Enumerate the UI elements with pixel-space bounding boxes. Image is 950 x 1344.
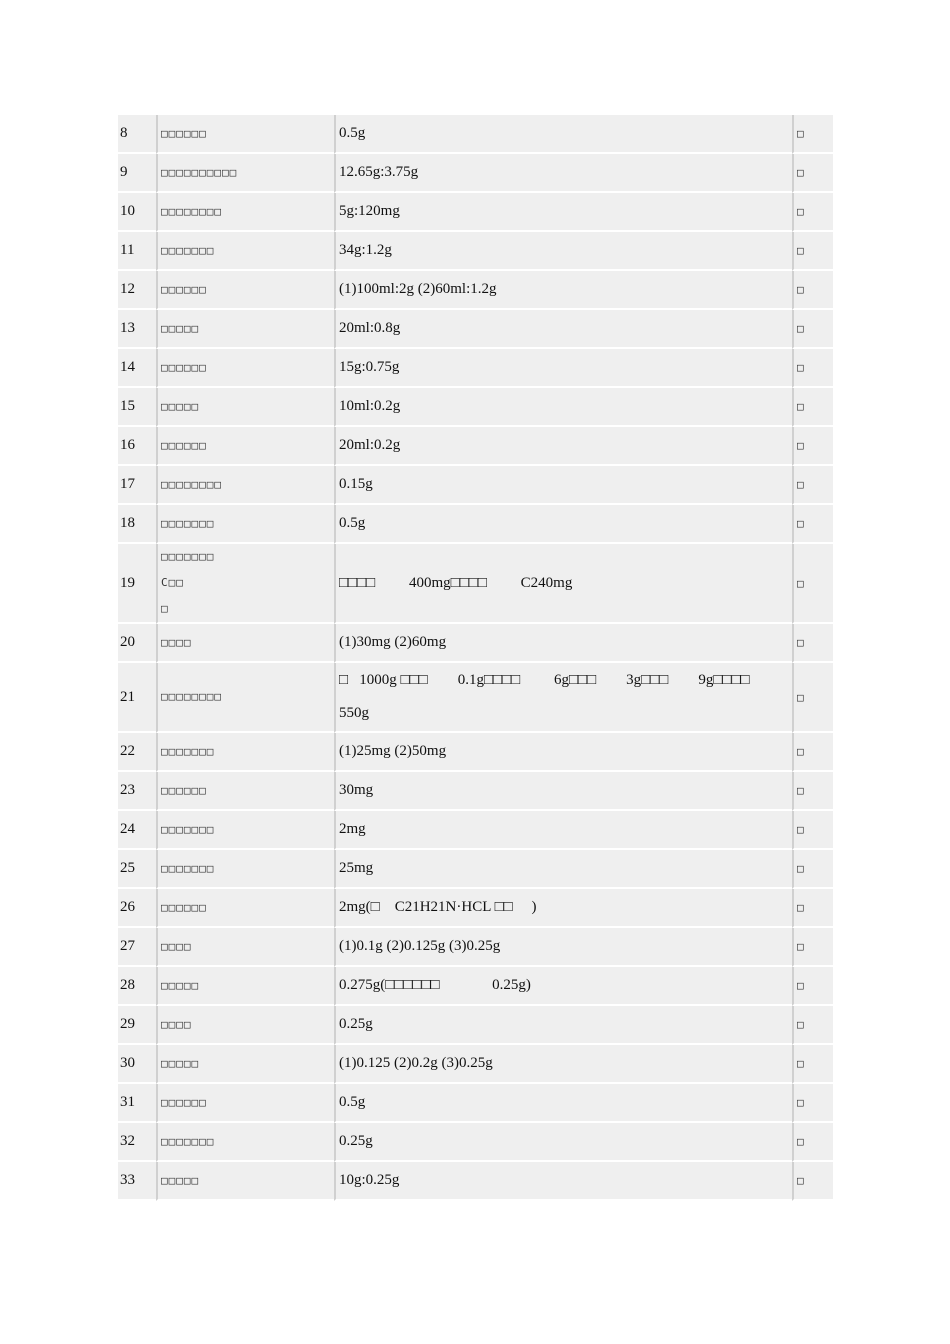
- drug-name: □□□□□□□□: [161, 204, 222, 218]
- specification: 12.65g:3.75g: [339, 164, 419, 180]
- drug-name-cell: [156, 232, 334, 271]
- row-number: 15: [118, 388, 156, 427]
- drug-name-cell: [156, 772, 334, 811]
- specification-cell: [334, 1162, 792, 1201]
- category-mark-cell: [792, 889, 833, 928]
- category-mark-cell: [792, 115, 833, 154]
- drug-name: □□□□□: [161, 1056, 200, 1070]
- drug-name-cell: [156, 388, 334, 427]
- category-mark-cell: [792, 1123, 833, 1162]
- category-mark: □: [797, 1135, 804, 1148]
- table-row: [118, 193, 833, 232]
- table-row: [118, 1123, 833, 1162]
- drug-name: □□□□□□□□: [161, 477, 222, 491]
- drug-name: □□□□□□: [161, 438, 207, 452]
- table-row: [118, 733, 833, 772]
- drug-name: □□□□□□: [161, 783, 207, 797]
- specification-cell: [334, 811, 792, 850]
- specification: (1)25mg (2)50mg: [339, 743, 447, 759]
- specification-cell: [334, 1045, 792, 1084]
- row-number: 11: [118, 232, 156, 271]
- drug-name: □□□□□□□: [161, 516, 215, 530]
- category-mark-cell: [792, 967, 833, 1006]
- category-mark: □: [797, 244, 804, 257]
- category-mark: □: [797, 690, 804, 704]
- specification: (1)100ml:2g (2)60ml:1.2g: [339, 281, 497, 297]
- drug-name: □□□□□□□: [161, 243, 215, 257]
- table-row: [118, 154, 833, 193]
- category-mark: □: [797, 576, 804, 590]
- specification: □□□□ 400mg□□□□ C240mg: [339, 574, 573, 591]
- row-number: 33: [118, 1162, 156, 1201]
- specification-cell: [334, 466, 792, 505]
- category-mark-cell: [792, 310, 833, 349]
- category-mark-cell: [792, 850, 833, 889]
- row-number: 20: [118, 624, 156, 663]
- drug-name: □□□□□: [161, 978, 200, 992]
- specification: 0.5g: [339, 1094, 366, 1110]
- specification: 5g:120mg: [339, 203, 400, 219]
- row-number: 14: [118, 349, 156, 388]
- drug-name: □□□□□□: [161, 126, 207, 140]
- drug-name-cell: [156, 115, 334, 154]
- drug-name-cell: [156, 624, 334, 663]
- specification-cell: [334, 310, 792, 349]
- drug-name-cell: [156, 663, 334, 733]
- specification: 15g:0.75g: [339, 359, 400, 375]
- specification: 0.5g: [339, 515, 366, 531]
- specification: 2mg: [339, 821, 366, 837]
- category-mark: □: [797, 823, 804, 836]
- category-mark-cell: [792, 811, 833, 850]
- category-mark: □: [797, 1018, 804, 1031]
- row-number: 28: [118, 967, 156, 1006]
- specification-cell: [334, 115, 792, 154]
- table-row: [118, 466, 833, 505]
- specification-cell: [334, 154, 792, 193]
- category-mark: □: [797, 979, 804, 992]
- table-row: [118, 505, 833, 544]
- specification: 0.15g: [339, 476, 373, 492]
- table-row: [118, 928, 833, 967]
- table-row: [118, 889, 833, 928]
- specification-cell: [334, 967, 792, 1006]
- drug-name-cell: [156, 1123, 334, 1162]
- drug-name-cell: [156, 505, 334, 544]
- drug-name-cell: [156, 349, 334, 388]
- drug-name: □□□□□: [161, 1173, 200, 1187]
- drug-name: □□□□□: [161, 399, 200, 413]
- drug-name-cell: [156, 466, 334, 505]
- table-row: [118, 544, 833, 624]
- specification-cell: [334, 663, 792, 733]
- drug-name: □□□□□□□□: [161, 690, 222, 703]
- category-mark-cell: [792, 1045, 833, 1084]
- row-number: 12: [118, 271, 156, 310]
- specification-cell: [334, 349, 792, 388]
- drug-name-cell: [156, 271, 334, 310]
- specification: 0.25g: [339, 1016, 373, 1032]
- category-mark-cell: [792, 624, 833, 663]
- category-mark: □: [797, 517, 804, 530]
- category-mark-cell: [792, 349, 833, 388]
- category-mark-cell: [792, 928, 833, 967]
- specification-cell: [334, 232, 792, 271]
- drug-name: □□□□□□□: [161, 861, 215, 875]
- row-number: 24: [118, 811, 156, 850]
- row-number: 30: [118, 1045, 156, 1084]
- drug-name: □□□□: [161, 1017, 192, 1031]
- category-mark: □: [797, 205, 804, 218]
- specification: □ 1000g □□□ 0.1g□□□□ 6g□□□ 3g□□□ 9g□□□□ 550g: [339, 672, 750, 721]
- row-number: 9: [118, 154, 156, 193]
- drug-name-cell: [156, 193, 334, 232]
- row-number: 31: [118, 1084, 156, 1123]
- drug-name-cell: [156, 1162, 334, 1201]
- row-number: 16: [118, 427, 156, 466]
- drug-name-cell: [156, 154, 334, 193]
- drug-name: □□□□: [161, 939, 192, 953]
- row-number: 21: [118, 663, 156, 733]
- category-mark-cell: [792, 772, 833, 811]
- table-row: [118, 1084, 833, 1123]
- category-mark: □: [797, 127, 804, 140]
- table-row: [118, 232, 833, 271]
- category-mark: □: [797, 439, 804, 452]
- row-number: 10: [118, 193, 156, 232]
- row-number: 17: [118, 466, 156, 505]
- table-row: [118, 663, 833, 733]
- category-mark: □: [797, 283, 804, 296]
- drug-name-cell: [156, 1006, 334, 1045]
- specification-cell: [334, 624, 792, 663]
- table-row: [118, 388, 833, 427]
- specification: 10g:0.25g: [339, 1172, 400, 1188]
- category-mark: □: [797, 361, 804, 374]
- row-number: 19: [118, 544, 156, 624]
- category-mark: □: [797, 940, 804, 953]
- row-number: 29: [118, 1006, 156, 1045]
- drug-name-cell: [156, 928, 334, 967]
- drug-name-cell: [156, 889, 334, 928]
- category-mark-cell: [792, 388, 833, 427]
- specification-cell: [334, 1084, 792, 1123]
- category-mark: □: [797, 1096, 804, 1109]
- specification: 0.25g: [339, 1133, 373, 1149]
- table-row: [118, 850, 833, 889]
- drug-name-cell: [156, 427, 334, 466]
- table-row: [118, 1045, 833, 1084]
- drug-name: □□□□: [161, 635, 192, 649]
- row-number: 23: [118, 772, 156, 811]
- drug-name-cell: [156, 850, 334, 889]
- row-number: 8: [118, 115, 156, 154]
- table-row: [118, 624, 833, 663]
- table-row: [118, 427, 833, 466]
- table-row: [118, 115, 833, 154]
- specification-cell: [334, 928, 792, 967]
- specification-cell: [334, 388, 792, 427]
- drug-name: □□□□□□□: [161, 1134, 215, 1148]
- category-mark-cell: [792, 733, 833, 772]
- category-mark-cell: [792, 427, 833, 466]
- specification: 25mg: [339, 860, 374, 876]
- drug-name: □□□□□□: [161, 282, 207, 296]
- specification-cell: [334, 850, 792, 889]
- category-mark-cell: [792, 154, 833, 193]
- category-mark-cell: [792, 1084, 833, 1123]
- specification: 2mg(□ C21H21N·HCL □□ ): [339, 899, 537, 915]
- category-mark-cell: [792, 271, 833, 310]
- specification: 20ml:0.2g: [339, 437, 401, 453]
- drug-name-cell: [156, 811, 334, 850]
- table-row: [118, 967, 833, 1006]
- category-mark-cell: [792, 232, 833, 271]
- table-body: [118, 115, 833, 1201]
- category-mark: □: [797, 166, 804, 179]
- drug-name-cell: [156, 310, 334, 349]
- specification-cell: [334, 1006, 792, 1045]
- category-mark: □: [797, 901, 804, 914]
- drug-name: □□□□□□□ C□□ □: [161, 550, 215, 615]
- specification: 20ml:0.8g: [339, 320, 401, 336]
- category-mark-cell: [792, 544, 833, 624]
- specification-cell: [334, 772, 792, 811]
- drug-name: □□□□□□: [161, 900, 207, 914]
- category-mark-cell: [792, 466, 833, 505]
- category-mark-cell: [792, 1162, 833, 1201]
- drug-name-cell: [156, 967, 334, 1006]
- category-mark-cell: [792, 1006, 833, 1045]
- drug-name: □□□□□□□: [161, 822, 215, 836]
- category-mark: □: [797, 400, 804, 413]
- table-row: [118, 1162, 833, 1201]
- row-number: 13: [118, 310, 156, 349]
- category-mark: □: [797, 478, 804, 491]
- category-mark: □: [797, 1057, 804, 1070]
- specification: 30mg: [339, 782, 374, 798]
- row-number: 32: [118, 1123, 156, 1162]
- category-mark: □: [797, 322, 804, 335]
- row-number: 25: [118, 850, 156, 889]
- specification-cell: [334, 271, 792, 310]
- specification-cell: [334, 193, 792, 232]
- row-number: 22: [118, 733, 156, 772]
- drug-name-cell: [156, 733, 334, 772]
- category-mark: □: [797, 862, 804, 875]
- drug-name: □□□□□□: [161, 1095, 207, 1109]
- table-row: [118, 1006, 833, 1045]
- drug-name: □□□□□□□: [161, 744, 215, 758]
- row-number: 18: [118, 505, 156, 544]
- drug-spec-table: [118, 115, 833, 1201]
- drug-name-cell: [156, 544, 334, 624]
- specification: (1)0.1g (2)0.125g (3)0.25g: [339, 938, 501, 954]
- table-row: [118, 349, 833, 388]
- specification: (1)30mg (2)60mg: [339, 634, 447, 650]
- drug-name-cell: [156, 1045, 334, 1084]
- row-number: 26: [118, 889, 156, 928]
- specification-cell: [334, 505, 792, 544]
- row-number: 27: [118, 928, 156, 967]
- category-mark-cell: [792, 505, 833, 544]
- specification: 0.275g(□□□□□□ 0.25g): [339, 977, 531, 993]
- specification-cell: [334, 427, 792, 466]
- table-row: [118, 772, 833, 811]
- drug-name: □□□□□: [161, 321, 200, 335]
- category-mark: □: [797, 1174, 804, 1187]
- specification-cell: [334, 1123, 792, 1162]
- drug-name: □□□□□□: [161, 360, 207, 374]
- specification: 34g:1.2g: [339, 242, 392, 258]
- category-mark-cell: [792, 663, 833, 733]
- category-mark: □: [797, 745, 804, 758]
- specification-cell: [334, 544, 792, 624]
- specification: 0.5g: [339, 125, 366, 141]
- table-row: [118, 310, 833, 349]
- table-row: [118, 271, 833, 310]
- category-mark: □: [797, 784, 804, 797]
- category-mark: □: [797, 636, 804, 649]
- category-mark-cell: [792, 193, 833, 232]
- specification: 10ml:0.2g: [339, 398, 401, 414]
- table-row: [118, 811, 833, 850]
- drug-name-cell: [156, 1084, 334, 1123]
- specification: (1)0.125 (2)0.2g (3)0.25g: [339, 1055, 493, 1071]
- specification-cell: [334, 733, 792, 772]
- specification-cell: [334, 889, 792, 928]
- drug-name: □□□□□□□□□□: [161, 165, 238, 179]
